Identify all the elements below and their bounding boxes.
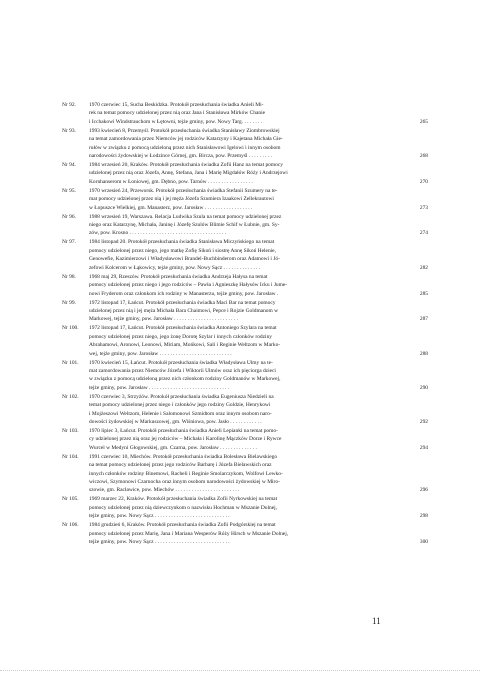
entry-page-number: 270 bbox=[419, 178, 428, 185]
entry-line: wej, tejże gminy, pow. Jarosław . . . . . . . . . . . . . . . . . . . . . . . . . . . bbox=[89, 350, 232, 357]
entry-line: 1984 grudzień 6, Kraków. Protokół przesłuchania świadka Zofii Podgórskiej na temat bbox=[89, 522, 276, 529]
entry-number: Nr 105. bbox=[62, 496, 79, 503]
entry-description bbox=[89, 101, 428, 126]
toc-entry bbox=[62, 521, 428, 546]
entry-description bbox=[89, 393, 428, 427]
entry-line: Kornhanserom w Łoniowej, gm. Dębno, pow. Tarnów . . . . . . . . . . . . . . . . . bbox=[89, 178, 253, 185]
entry-line: 1970 kwiecień 15, Łańcut. Protokół przesłuchania świadka Władysława Ulmy na te- bbox=[89, 359, 273, 366]
entry-line: temat pomocy udzielonej przez niego i członków jego rodziny Goldzie, Henrykowi bbox=[89, 402, 271, 409]
entry-description bbox=[89, 273, 428, 298]
entry-number: Nr 93. bbox=[62, 127, 76, 134]
entry-number: Nr 100. bbox=[62, 325, 79, 332]
entry-line: 1972 listopad 17, Łańcut. Protokół przesłuchania świadka Antoniego Szylara na temat bbox=[89, 325, 277, 332]
entry-line: zefowi Kolcerom w Łąkowicy, tejże gminy, pow. Nowy Sącz . . . . . . . . . . . . . . bbox=[89, 264, 261, 271]
bottom-rule bbox=[0, 670, 480, 671]
entry-line: 1968 maj 29, Rzeszów. Protokół przesłuchania świadka Andrzeja Hałysa na temat bbox=[89, 273, 268, 280]
entry-line: mat zamordowania przez Niemców Józefa i Wiktorii Ulmów oraz ich pięciorga dzieci bbox=[89, 367, 276, 374]
entry-line: dowości żydowskiej w Markuszowej, gm. Wiśniowa, pow. Jasło . . . . . . . . . . . . bbox=[89, 418, 262, 425]
entry-line: 1984 wrzesień 20, Kraków. Protokół przesłuchania świadka Zofii Hanz na temat pomocy bbox=[89, 162, 283, 169]
entry-number: Nr 102. bbox=[62, 393, 79, 400]
toc-entry bbox=[62, 273, 428, 298]
toc-entry bbox=[62, 238, 428, 272]
entry-line: innych członków rodziny Binemowi, Racheli i Reginie Smolarczykom, Wolfowi Lewko- bbox=[89, 470, 283, 477]
toc-entry bbox=[62, 427, 428, 452]
entry-line: na temat pomocy udzielonej przez jego rodziców Barbarę i Józefa Bielawskich oraz bbox=[89, 462, 272, 469]
entry-description bbox=[89, 324, 428, 358]
entry-page-number: 296 bbox=[419, 487, 428, 494]
entry-description bbox=[89, 161, 428, 186]
entry-line: niego oraz Katarzynę, Michała, Janinę i Józefę Szulów Blimie Schif w Łubnie, gm. Sy- bbox=[89, 222, 280, 229]
entry-description bbox=[89, 521, 428, 546]
entry-line: i Mojżeszowi Weltzom, Helenie i Salomonowi Szmidtom oraz innym osobom naro- bbox=[89, 410, 272, 417]
entry-line: 1969 marzec 22, Kraków. Protokół przesłuchania świadka Zofii Nyrkowskiej na temat bbox=[89, 496, 278, 503]
toc-entry bbox=[62, 393, 428, 427]
toc-entry bbox=[62, 324, 428, 358]
entry-line: nowi Fryderom oraz członkom ich rodziny w Manasterzu, tejże gminy, pow. Jarosław . bbox=[89, 290, 279, 297]
toc-entry bbox=[62, 101, 428, 126]
entry-line: 1972 listopad 17, Łańcut. Protokół przesłuchania świadka Maci Bar na temat pomocy bbox=[89, 299, 276, 306]
entry-line: 1970 czerwiec 3, Strzyżów. Protokół przesłuchania świadka Eugeniusza Niedzieli na bbox=[89, 393, 274, 400]
entry-line: cy udzielonej przez nią oraz jej rodziców – Michała i Karolinę Mączków Dorze i Rywce bbox=[89, 436, 282, 443]
entry-line: 1991 czerwiec 10, Miechów. Protokół przesłuchania świadka Bolesława Bielawskiego bbox=[89, 453, 278, 460]
toc-entry bbox=[62, 299, 428, 324]
entry-page-number: 288 bbox=[419, 350, 428, 357]
toc-entry bbox=[62, 453, 428, 495]
entry-page-number: 294 bbox=[419, 444, 428, 451]
table-of-contents bbox=[62, 101, 428, 547]
entry-line: rułów w związku z pomocą udzieloną przez nich Stanisławowi Igelowi i innym osobom bbox=[89, 144, 281, 151]
entry-line: w Łopuszce Wielkiej, gm. Manasterz, pow. Jarosław . . . . . . . . . . . . . . . . . . bbox=[89, 204, 253, 211]
toc-entry bbox=[62, 127, 428, 161]
entry-line: pomocy udzielonej przez niego, jego matkę Zofię Sikoń i siostrę Annę Sikoń Helenie, bbox=[89, 247, 276, 254]
entry-description bbox=[89, 427, 428, 452]
entry-number: Nr 104. bbox=[62, 453, 79, 460]
entry-description bbox=[89, 299, 428, 324]
entry-number: Nr 101. bbox=[62, 359, 79, 366]
entry-page-number: 282 bbox=[419, 264, 428, 271]
entry-line: pomocy udzielonej przez Marię, Jana i Mariana Wesperów Róży Hirsch w Mszanie Dolnej, bbox=[89, 530, 289, 537]
entry-number: Nr 95. bbox=[62, 187, 76, 194]
entry-line: Markowej, tejże gminy, pow. Jarosław . . . . . . . . . . . . . . . . . . . . . . . . bbox=[89, 316, 238, 323]
entry-line: i Icchakowi Windstrauchom w Łętowni, tejże gminy, pow. Nowy Targ. . . . . . . . bbox=[89, 118, 263, 125]
entry-page-number: 273 bbox=[419, 204, 428, 211]
entry-line: Abrahamowi, Aronowi, Leonowi, Miriam, Mońkowi, Sali i Reginie Weltzom w Marko- bbox=[89, 342, 281, 349]
entry-page-number: 268 bbox=[419, 153, 428, 160]
entry-number: Nr 97. bbox=[62, 239, 76, 246]
entry-number: Nr 98. bbox=[62, 273, 76, 280]
entry-description bbox=[89, 187, 428, 212]
entry-line: pomocy udzielonej przez niego, jego żonę Dorotę Szylar i innych członków rodziny bbox=[89, 333, 273, 340]
entry-line: udzielonej przez nią oraz Józefa, Annę, Stefana, Jana i Marię Migdałów Róży i Andrzejowi bbox=[89, 170, 288, 177]
entry-line: Genowefie, Kazimierzowi i Władysławowi Brandel-Buchbinderom oraz Adamowi i Jó- bbox=[89, 256, 280, 263]
entry-line: 1970 wrzesień 24, Przeworsk. Protokół przesłuchania świadka Stefanii Szumery na te- bbox=[89, 187, 278, 194]
page-number: 11 bbox=[372, 616, 381, 626]
entry-line: szowie, gm. Racławice, pow. Miechów . . . . . . . . . . . . . . . . . . . . . . . . bbox=[89, 487, 240, 494]
entry-line: wiczowi, Szymonowi Czarnocha oraz innym osobom narodowości żydowskiej w Miro- bbox=[89, 479, 280, 485]
entry-number: Nr 106. bbox=[62, 522, 79, 529]
entry-line: 1970 lipiec 3, Łańcut. Protokół przesłuchania świadka Anieli Lepianki na temat pomo- bbox=[89, 427, 278, 434]
entry-line: udzielonej przez nią i jej męża Michała Bara Chaimowi, Pepce i Rojzie Goldmanom w bbox=[89, 307, 279, 314]
toc-entry bbox=[62, 161, 428, 186]
entry-number: Nr 94. bbox=[62, 162, 76, 169]
entry-line: pomocy udzielonej przez niego i jego rodziców – Pawła i Agnieszkę Hałysów Icku i Jume- bbox=[89, 282, 288, 289]
entry-description bbox=[89, 495, 428, 520]
entry-page-number: 300 bbox=[419, 539, 428, 546]
entry-description bbox=[89, 238, 428, 272]
entry-number: Nr 103. bbox=[62, 427, 79, 434]
entry-page-number: 285 bbox=[419, 290, 428, 297]
toc-entry bbox=[62, 213, 428, 238]
entry-page-number: 265 bbox=[419, 118, 428, 125]
entry-number: Nr 92. bbox=[62, 102, 76, 108]
entry-line: 1984 listopad 20. Protokół przesłuchania świadka Stanisława Miczyńskiego na temat bbox=[89, 239, 275, 246]
entry-number: Nr 96. bbox=[62, 213, 76, 220]
entry-line: mat pomocy udzielonej przez nią i jej męża Józefa Szumiera Izaakowi Zellekrautowi bbox=[89, 196, 274, 203]
toc-entry bbox=[62, 495, 428, 520]
entry-line: 1970 czerwiec 15, Sucha Beskidzka. Protokół przesłuchania świadka Anieli Mi- bbox=[89, 102, 264, 108]
entry-line: tejże gminy, pow. Nowy Sącz . . . . . . . . . . . . . . . . . . . . . . . . . . . . bbox=[89, 539, 230, 546]
entry-description bbox=[89, 453, 428, 495]
entry-line: narodowości żydowskiej w Łodzince Górnej, gm. Bircza, pow. Przemyśl . . . . . . . . . bbox=[89, 153, 272, 160]
entry-page-number: 290 bbox=[419, 384, 428, 391]
entry-page-number: 274 bbox=[419, 230, 428, 237]
entry-line: 1993 kwiecień 8, Przemyśl. Protokół przesłuchania świadka Stanisławy Ziombrowskiej bbox=[89, 127, 280, 134]
toc-entry bbox=[62, 359, 428, 393]
entry-description bbox=[89, 213, 428, 238]
entry-line: zów, pow. Krosno . . . . . . . . . . . . . . . . . . . . . . . . . . . . . . . . . . . . bbox=[89, 230, 227, 237]
entry-description bbox=[89, 127, 428, 161]
entry-page-number: 287 bbox=[419, 316, 428, 323]
entry-description bbox=[89, 359, 428, 393]
entry-line: pomocy udzielonej przez nią dziewczynkom o nazwisku Hochman w Mszanie Dolnej, bbox=[89, 504, 277, 511]
entry-line: w związku z pomocą udzieloną przez nich członkom rodziny Goldmanów w Markowej, bbox=[89, 376, 281, 383]
entry-line: na temat zamordowania przez Niemców jej rodziców Katarzyny i Kajetana Michała Gie- bbox=[89, 136, 283, 143]
toc-entry bbox=[62, 187, 428, 212]
entry-line: rek na temat pomocy udzielonej przez nią oraz Jana i Stanisława Mirków Chanie bbox=[89, 110, 266, 117]
entry-page-number: 298 bbox=[419, 513, 428, 520]
entry-line: tejże gminy, pow. Jarosław . . . . . . . . . . . . . . . . . . . . . . . . . . . . . . bbox=[89, 384, 230, 391]
entry-number: Nr 99. bbox=[62, 299, 76, 306]
entry-line: 1988 wrzesień 19, Warszawa. Relacja Ludwika Szula na temat pomocy udzielonej przez bbox=[89, 213, 282, 220]
entry-line: tejże gminy, pow. Nowy Sącz . . . . . . . . . . . . . . . . . . . . . . . . . . . . bbox=[89, 513, 230, 520]
entry-page-number: 292 bbox=[419, 418, 428, 425]
entry-line: Wurcel w Medyni Głogowskiej, gm. Czarna, pow. Jarosław . . . . . . . . . . . . . . bbox=[89, 444, 257, 451]
